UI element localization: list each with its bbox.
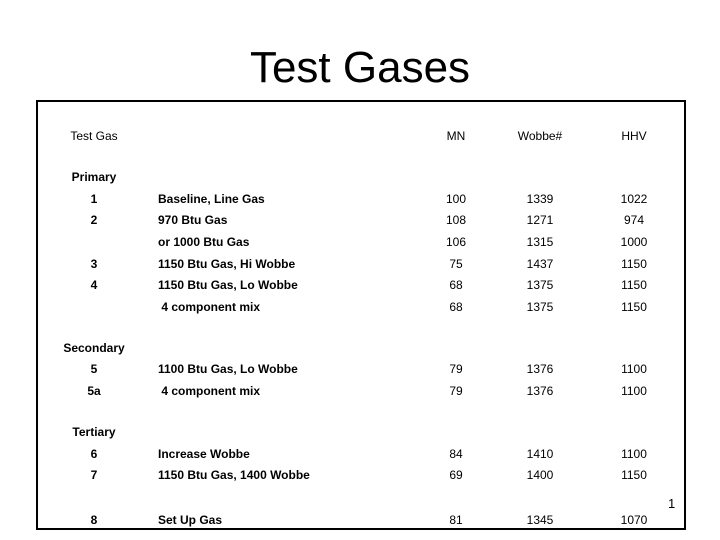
wobbe-cell: 1410: [526, 447, 554, 461]
gas-description-cell: 1150 Btu Gas, 1400 Wobbe: [158, 468, 310, 482]
gas-id-cell: 7: [90, 468, 98, 482]
header-test-gas: Test Gas: [70, 129, 118, 143]
test-gases-table: [36, 100, 686, 530]
header-mn: MN: [446, 129, 466, 143]
wobbe-cell: 1375: [526, 278, 554, 292]
gas-description-cell: 1100 Btu Gas, Lo Wobbe: [158, 362, 298, 376]
wobbe-cell: 1400: [526, 468, 554, 482]
header-hhv: HHV: [621, 129, 647, 143]
mn-cell: 108: [445, 213, 467, 227]
section-label: Secondary: [63, 341, 125, 355]
slide-title: Test Gases: [249, 43, 471, 92]
gas-description-cell: Set Up Gas: [158, 513, 223, 527]
wobbe-cell: 1345: [526, 513, 554, 527]
mn-cell: 68: [449, 278, 463, 292]
gas-description-cell: 1150 Btu Gas, Hi Wobbe: [158, 257, 296, 271]
wobbe-cell: 1315: [526, 235, 554, 249]
page-number: 1: [668, 496, 676, 511]
hhv-cell: 1150: [621, 300, 647, 314]
mn-cell: 100: [445, 192, 467, 206]
wobbe-cell: 1376: [526, 384, 554, 398]
wobbe-cell: 1271: [526, 213, 554, 227]
mn-cell: 68: [449, 300, 463, 314]
wobbe-cell: 1339: [526, 192, 554, 206]
wobbe-cell: 1376: [526, 362, 554, 376]
hhv-cell: 1100: [621, 384, 647, 398]
gas-description-cell: 4 component mix: [158, 384, 261, 398]
mn-cell: 84: [449, 447, 463, 461]
hhv-cell: 1150: [621, 257, 647, 271]
gas-id-cell: 6: [90, 447, 98, 461]
mn-cell: 106: [445, 235, 467, 249]
gas-id-cell: 2: [90, 213, 98, 227]
gas-id-cell: 1: [90, 192, 98, 206]
hhv-cell: 974: [623, 213, 645, 227]
wobbe-cell: 1437: [526, 257, 554, 271]
gas-description-cell: 1150 Btu Gas, Lo Wobbe: [158, 278, 298, 292]
hhv-cell: 1022: [620, 192, 648, 206]
hhv-cell: 1150: [621, 278, 647, 292]
gas-description-cell: Increase Wobbe: [158, 447, 250, 461]
gas-description-cell: 4 component mix: [158, 300, 261, 314]
gas-description-cell: Baseline, Line Gas: [158, 192, 265, 206]
wobbe-cell: 1375: [526, 300, 554, 314]
mn-cell: 75: [449, 257, 463, 271]
mn-cell: 79: [449, 362, 463, 376]
gas-id-cell: 3: [90, 257, 98, 271]
hhv-cell: 1100: [621, 362, 647, 376]
gas-id-cell: 8: [90, 513, 98, 527]
hhv-cell: 1000: [620, 235, 648, 249]
gas-id-cell: 5a: [87, 384, 101, 398]
mn-cell: 81: [449, 513, 463, 527]
gas-description-cell: or 1000 Btu Gas: [158, 235, 250, 249]
section-label: Primary: [71, 170, 117, 184]
section-label: Tertiary: [72, 425, 116, 439]
gas-id-cell: 5: [90, 362, 98, 376]
gas-id-cell: 4: [90, 278, 98, 292]
header-wobbe: Wobbe#: [517, 129, 563, 143]
mn-cell: 69: [449, 468, 463, 482]
hhv-cell: 1100: [621, 447, 647, 461]
hhv-cell: 1070: [620, 513, 648, 527]
hhv-cell: 1150: [621, 468, 647, 482]
gas-description-cell: 970 Btu Gas: [158, 213, 228, 227]
mn-cell: 79: [449, 384, 463, 398]
